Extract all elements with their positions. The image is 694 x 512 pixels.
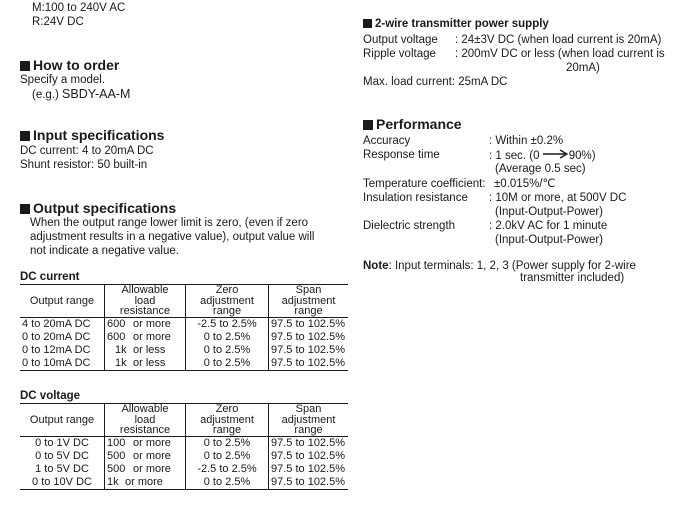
tempco-value: ±0.015%/℃ (494, 178, 556, 190)
accuracy-value: : Within ±0.2% (489, 135, 564, 147)
power-r-value: 24V DC (43, 16, 84, 28)
section-bullet-icon (20, 131, 30, 141)
col-span-adjustment: Span adjustment range (269, 285, 349, 317)
section-bullet-icon (363, 120, 373, 130)
input-specs-heading: Input specifications (20, 127, 164, 143)
section-bullet-icon (363, 19, 372, 28)
table-row: 0 to 10mA DC 1k or less 0 to 2.5% 97.5 to 102.5% (20, 357, 348, 371)
table-row: 0 to 10V DC 1k or more 0 to 2.5% 97.5 to 102.5% (20, 476, 348, 490)
transmitter-output-value: : 24±3V DC (when load current is 20mA) (455, 34, 662, 46)
note-text: : Input terminals: 1, 2, 3 (Power supply for 2-wire (388, 260, 636, 272)
arrow-right-icon (543, 149, 569, 159)
transmitter-ripple-value: : 200mV DC or less (when load current is (455, 48, 665, 60)
performance-heading: Performance (363, 116, 462, 132)
table-row: 4 to 20mA DC 600 or more -2.5 to 2.5% 97.5 to 102.5% (20, 317, 348, 331)
table-header-row (20, 285, 348, 317)
col-output-range: Output range (20, 285, 105, 317)
transmitter-output-label: Output voltage (363, 34, 438, 46)
response-average: (Average 0.5 sec) (495, 163, 586, 175)
power-m-value: 100 to 240V AC (44, 2, 126, 14)
section-bullet-icon (20, 204, 30, 214)
col-zero-adjustment: Zero adjustment range (186, 285, 269, 317)
table-row: 0 to 1V DC 100 or more 0 to 2.5% 97.5 to 102.5% (20, 436, 348, 450)
dc-current-table (20, 285, 348, 371)
dc-voltage-title: DC voltage (20, 390, 81, 402)
power-r-line (32, 16, 84, 29)
insulation-label: Insulation resistance (363, 192, 468, 204)
how-to-order-line: Specify a model. (20, 74, 106, 86)
tempco-label: Temperature coefficient: (363, 178, 486, 190)
transmitter-ripple-label: Ripple voltage (363, 48, 436, 60)
power-m-line (32, 2, 125, 15)
insulation-value-cont: (Input-Output-Power) (495, 206, 604, 218)
table-row: 0 to 12mA DC 1k or less 0 to 2.5% 97.5 to 102.5% (20, 344, 348, 357)
response-label: Response time (363, 149, 440, 161)
dielectric-value: : 2.0kV AC for 1 minute (489, 220, 608, 232)
transmitter-max-load: Max. load current: 25mA DC (363, 76, 508, 88)
table-row: 1 to 5V DC 500 or more -2.5 to 2.5% 97.5 to 102.5% (20, 463, 348, 476)
table-header-row (20, 404, 348, 436)
order-example: (e.g.) SBDY-AA-M (32, 87, 131, 101)
dielectric-value-cont: (Input-Output-Power) (495, 234, 604, 246)
note-label: Note (363, 260, 389, 272)
dielectric-label: Dielectric strength (363, 220, 456, 232)
output-specs-heading: Output specifications (20, 200, 176, 216)
power-m-label: M: (32, 2, 45, 14)
transmitter-ripple-value-cont: 20mA) (566, 62, 600, 74)
output-note-line: not indicate a negative value. (30, 245, 179, 257)
input-dc-current: DC current: 4 to 20mA DC (20, 145, 154, 157)
col-load-resistance: Allowable load resistance (105, 404, 186, 436)
table-row: 0 to 5V DC 500 or more 0 to 2.5% 97.5 to 102.5% (20, 450, 348, 463)
col-zero-adjustment: Zero adjustment range (186, 404, 269, 436)
insulation-value: : 10M or more, at 500V DC (489, 192, 627, 204)
response-value: : 1 sec. (0 90%) (489, 150, 596, 162)
transmitter-heading: 2-wire transmitter power supply (363, 18, 549, 31)
dc-current-title: DC current (20, 271, 80, 283)
col-load-resistance: Allowable load resistance (105, 285, 186, 317)
input-shunt: Shunt resistor: 50 built-in (20, 159, 148, 171)
model-code: SBDY-AA-M (62, 87, 131, 101)
dc-voltage-table (20, 404, 348, 490)
output-note-line: When the output range lower limit is zero, (even if zero (30, 217, 309, 229)
output-note-line: adjustment results in a negative value), output value will (30, 231, 315, 243)
how-to-order-heading: How to order (20, 57, 119, 73)
col-output-range: Output range (20, 404, 105, 436)
table-row: 0 to 20mA DC 600 or more 0 to 2.5% 97.5 to 102.5% (20, 331, 348, 344)
col-span-adjustment: Span adjustment range (269, 404, 349, 436)
section-bullet-icon (20, 61, 30, 71)
note-line-cont: transmitter included) (520, 272, 625, 284)
accuracy-label: Accuracy (363, 135, 411, 147)
power-r-label: R: (32, 16, 44, 28)
